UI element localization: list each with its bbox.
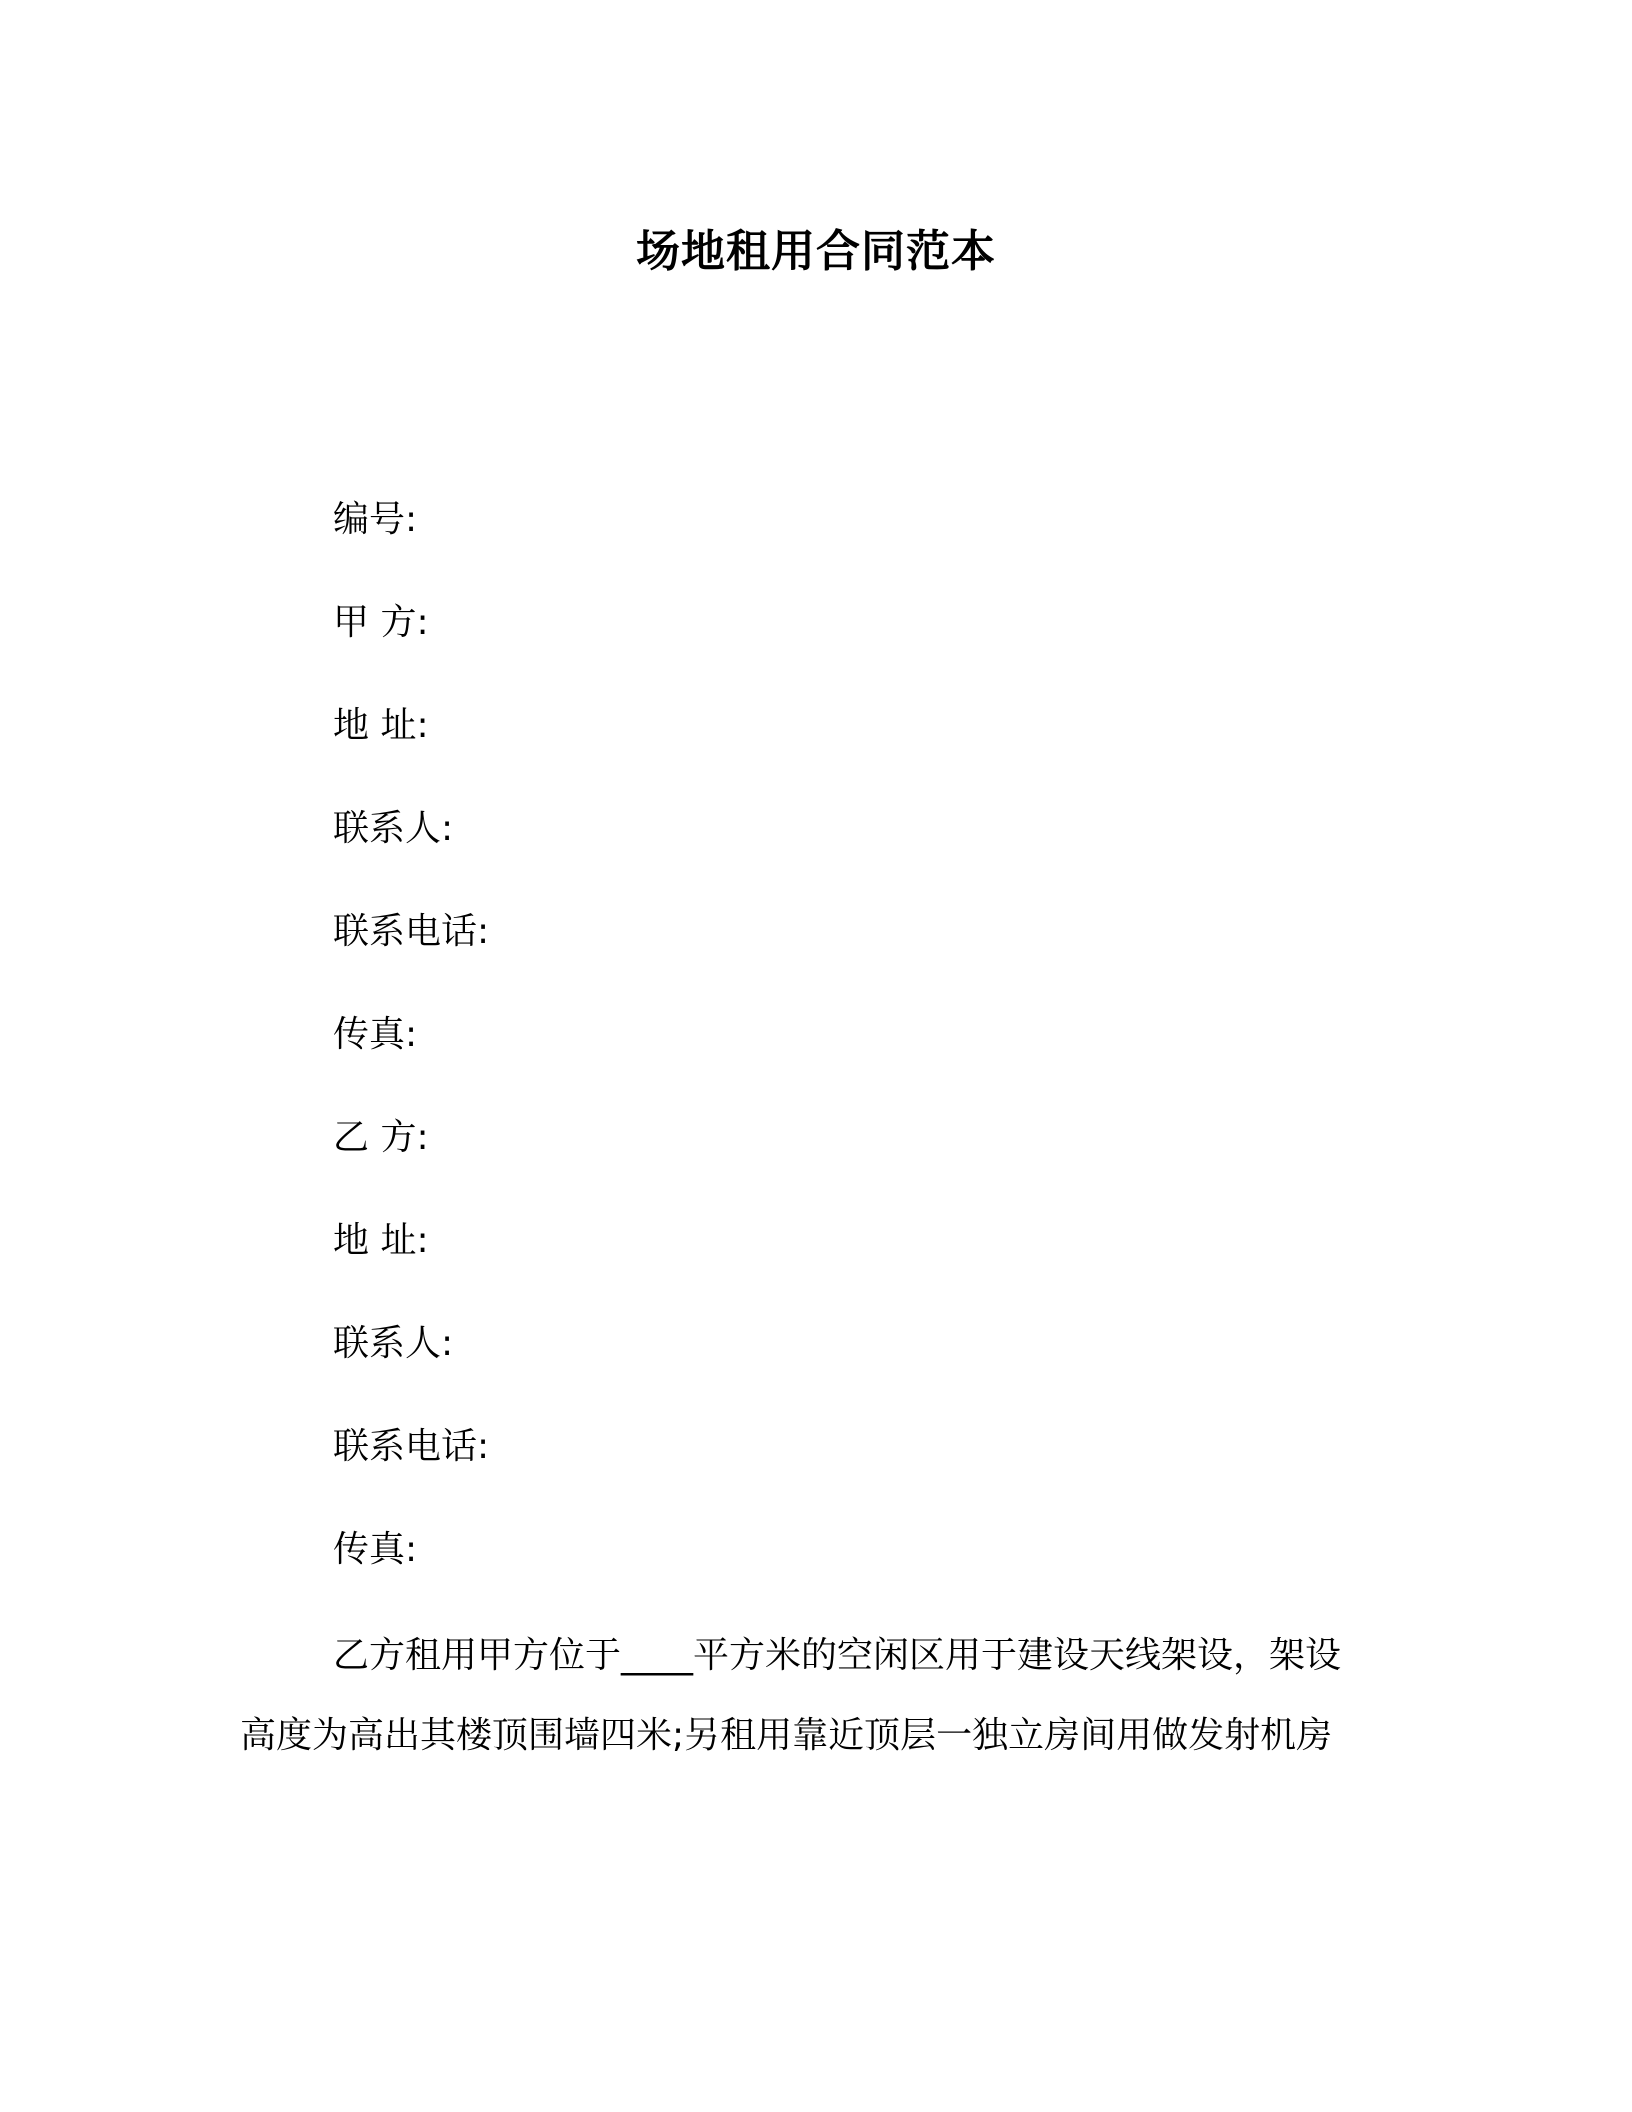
field-party-a-contact-label: 联系人: [333, 808, 454, 849]
contract-paragraph-line-1: 乙方租用甲方位于____平方米的空闲区用于建设天线架设，架设 [333, 1635, 1342, 1676]
field-number-label: 编号: [333, 499, 418, 540]
field-party-b-contact-label: 联系人: [333, 1323, 454, 1364]
field-party-a-address-label: 地 址: [333, 705, 429, 746]
contract-paragraph-line-2: 高度为高出其楼顶围墙四米;另租用靠近顶层一独立房间用做发射机房 [240, 1715, 1333, 1756]
field-party-b-label: 乙 方: [333, 1117, 429, 1158]
document-title: 场地租用合同范本 [636, 226, 996, 277]
field-party-b-address-label: 地 址: [333, 1220, 429, 1261]
field-party-a-label: 甲 方: [333, 602, 429, 643]
field-party-b-phone-label: 联系电话: [333, 1426, 490, 1467]
field-party-a-phone-label: 联系电话: [333, 911, 490, 952]
field-party-b-fax-label: 传真: [333, 1529, 418, 1570]
field-party-a-fax-label: 传真: [333, 1014, 418, 1055]
